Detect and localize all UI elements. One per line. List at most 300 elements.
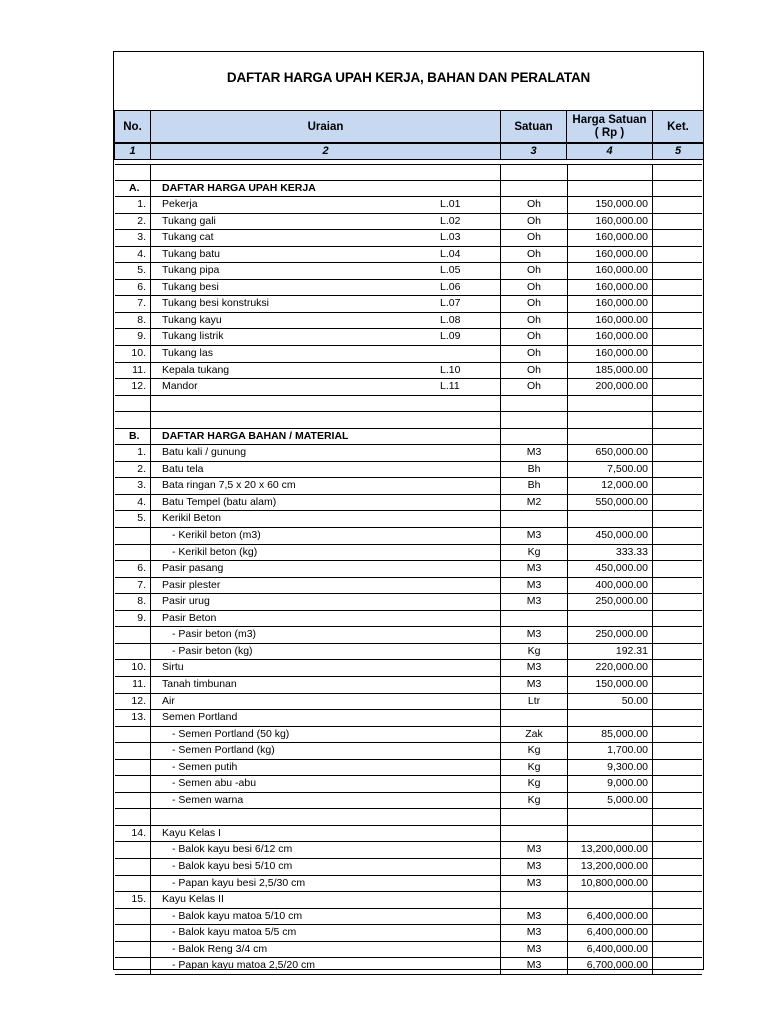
cell-satuan: M3 <box>501 594 568 610</box>
table-row <box>115 495 702 512</box>
cell-code: L.05 <box>440 264 461 277</box>
cell-satuan: M3 <box>501 528 568 544</box>
cell-satuan: Oh <box>501 313 568 329</box>
table-row <box>115 230 702 247</box>
cell-ket <box>653 561 702 577</box>
cell-uraian: Sirtu <box>151 660 501 676</box>
cell-no: 3. <box>115 478 151 494</box>
cell-harga: 13,200,000.00 <box>567 859 653 875</box>
table-row <box>115 925 702 942</box>
cell-uraian: - Kerikil beton (kg) <box>151 545 501 561</box>
cell-satuan: M2 <box>501 495 568 511</box>
cell-no: 9. <box>115 611 151 627</box>
cell-satuan: M3 <box>501 859 568 875</box>
table-row <box>115 329 702 346</box>
cell-no: 4. <box>115 495 151 511</box>
table-row <box>115 478 702 495</box>
table-body <box>115 164 702 975</box>
cell-satuan: Kg <box>501 760 568 776</box>
cell-code: L.01 <box>440 198 461 211</box>
cell-code: L.07 <box>440 297 461 310</box>
cell-no: 15. <box>115 892 151 908</box>
table-row <box>115 611 702 628</box>
cell-no <box>115 545 151 561</box>
cell-harga: 6,700,000.00 <box>567 958 653 974</box>
cell-ket <box>653 445 702 461</box>
cell-code: L.03 <box>440 231 461 244</box>
cell-ket <box>653 296 702 312</box>
cell-ket <box>653 462 702 478</box>
header-num-harga: 4 <box>566 143 653 160</box>
cell-code: L.02 <box>440 214 461 227</box>
cell-code: L.11 <box>440 380 460 393</box>
cell-ket <box>653 346 702 362</box>
cell-satuan: Bh <box>501 478 568 494</box>
header-num-no: 1 <box>114 143 151 160</box>
cell-uraian: - Semen warna <box>151 793 501 809</box>
cell-harga: 160,000.00 <box>567 247 653 263</box>
cell-uraian: - Balok kayu matoa 5/5 cm <box>151 925 501 941</box>
cell-no <box>115 396 151 412</box>
cell-satuan <box>501 826 568 842</box>
cell-ket <box>653 743 702 759</box>
header-satuan: Satuan <box>500 110 567 143</box>
cell-harga: 12,000.00 <box>567 478 653 494</box>
cell-ket <box>653 826 702 842</box>
cell-code: L.08 <box>440 313 461 326</box>
cell-no: 9. <box>115 329 151 345</box>
cell-harga: 250,000.00 <box>567 627 653 643</box>
cell-ket <box>653 197 702 213</box>
cell-no: 6. <box>115 280 151 296</box>
cell-uraian: Tukang listrik <box>151 329 501 345</box>
cell-uraian: Pasir pasang <box>151 561 501 577</box>
cell-harga <box>567 809 653 825</box>
cell-satuan: Oh <box>501 329 568 345</box>
cell-satuan: M3 <box>501 660 568 676</box>
cell-uraian: - Pasir beton (m3) <box>151 627 501 643</box>
table-row <box>115 859 702 876</box>
table-row <box>115 793 702 810</box>
cell-harga: 220,000.00 <box>567 660 653 676</box>
table-row <box>115 909 702 926</box>
cell-harga: 550,000.00 <box>567 495 653 511</box>
table-row <box>115 826 702 843</box>
cell-harga: 160,000.00 <box>567 329 653 345</box>
cell-satuan <box>501 429 568 445</box>
cell-uraian: Tanah timbunan <box>151 677 501 693</box>
cell-satuan: M3 <box>501 842 568 858</box>
header-no: No. <box>114 110 151 143</box>
cell-uraian: DAFTAR HARGA BAHAN / MATERIAL <box>151 429 501 445</box>
cell-satuan: Oh <box>501 296 568 312</box>
cell-ket <box>653 876 702 892</box>
cell-ket <box>653 363 702 379</box>
cell-uraian: Batu Tempel (batu alam) <box>151 495 501 511</box>
cell-harga <box>567 710 653 726</box>
cell-satuan <box>501 611 568 627</box>
cell-ket <box>653 181 702 197</box>
cell-ket <box>653 594 702 610</box>
cell-no <box>115 925 151 941</box>
cell-harga: 6,400,000.00 <box>567 925 653 941</box>
cell-uraian: - Balok kayu matoa 5/10 cm <box>151 909 501 925</box>
cell-uraian: Batu kali / gunung <box>151 445 501 461</box>
cell-harga: 160,000.00 <box>567 280 653 296</box>
cell-ket <box>653 412 702 428</box>
cell-ket <box>653 627 702 643</box>
table-row <box>115 561 702 578</box>
cell-no: 7. <box>115 296 151 312</box>
cell-uraian: Batu tela <box>151 462 501 478</box>
cell-ket <box>653 247 702 263</box>
header-num-satuan: 3 <box>500 143 567 160</box>
cell-satuan: M3 <box>501 627 568 643</box>
cell-ket <box>653 892 702 908</box>
cell-satuan: Oh <box>501 247 568 263</box>
blank-row <box>115 809 702 826</box>
cell-ket <box>653 379 702 395</box>
cell-satuan: Bh <box>501 462 568 478</box>
cell-uraian: - Balok kayu besi 5/10 cm <box>151 859 501 875</box>
cell-uraian: - Semen Portland (kg) <box>151 743 501 759</box>
table-row <box>115 247 702 264</box>
header-num-uraian: 2 <box>150 143 501 160</box>
cell-satuan: Oh <box>501 263 568 279</box>
cell-uraian: Pasir urug <box>151 594 501 610</box>
cell-ket <box>653 694 702 710</box>
cell-ket <box>653 611 702 627</box>
cell-satuan: M3 <box>501 925 568 941</box>
table-row <box>115 214 702 231</box>
cell-no: 4. <box>115 247 151 263</box>
cell-harga: 400,000.00 <box>567 578 653 594</box>
cell-harga: 333.33 <box>567 545 653 561</box>
cell-no: 7. <box>115 578 151 594</box>
cell-uraian: Kepala tukang <box>151 363 501 379</box>
table-row <box>115 958 702 975</box>
table-row <box>115 876 702 893</box>
cell-satuan: Oh <box>501 346 568 362</box>
cell-ket <box>653 727 702 743</box>
cell-harga: 13,200,000.00 <box>567 842 653 858</box>
table-row <box>115 511 702 528</box>
cell-no: 10. <box>115 346 151 362</box>
cell-uraian: Pasir Beton <box>151 611 501 627</box>
header-harga-unit: ( Rp ) <box>594 126 625 139</box>
cell-no <box>115 412 151 428</box>
cell-satuan: Kg <box>501 644 568 660</box>
cell-no: 12. <box>115 694 151 710</box>
cell-harga: 1,700.00 <box>567 743 653 759</box>
cell-uraian: Air <box>151 694 501 710</box>
cell-ket <box>653 165 702 180</box>
cell-uraian <box>151 396 501 412</box>
cell-no <box>115 859 151 875</box>
cell-satuan <box>501 710 568 726</box>
cell-ket <box>653 677 702 693</box>
table-row <box>115 313 702 330</box>
table-row <box>115 296 702 313</box>
cell-ket <box>653 313 702 329</box>
cell-ket <box>653 859 702 875</box>
cell-ket <box>653 644 702 660</box>
cell-ket <box>653 760 702 776</box>
cell-harga: 85,000.00 <box>567 727 653 743</box>
cell-no: 13. <box>115 710 151 726</box>
cell-harga <box>567 826 653 842</box>
cell-uraian <box>151 809 501 825</box>
cell-no: B. <box>115 429 151 445</box>
cell-satuan <box>501 412 568 428</box>
cell-ket <box>653 925 702 941</box>
cell-uraian: - Pasir beton (kg) <box>151 644 501 660</box>
cell-ket <box>653 660 702 676</box>
blank-row <box>115 396 702 413</box>
cell-satuan: Oh <box>501 197 568 213</box>
table-row <box>115 760 702 777</box>
cell-harga: 5,000.00 <box>567 793 653 809</box>
cell-uraian: Tukang besi <box>151 280 501 296</box>
cell-no: A. <box>115 181 151 197</box>
cell-harga: 160,000.00 <box>567 230 653 246</box>
cell-uraian <box>151 412 501 428</box>
cell-harga: 50.00 <box>567 694 653 710</box>
cell-ket <box>653 280 702 296</box>
price-list-sheet <box>113 51 704 970</box>
cell-satuan: M3 <box>501 445 568 461</box>
cell-uraian: Tukang las <box>151 346 501 362</box>
cell-ket <box>653 263 702 279</box>
table-row <box>115 594 702 611</box>
cell-harga: 160,000.00 <box>567 263 653 279</box>
cell-satuan <box>501 396 568 412</box>
cell-no <box>115 809 151 825</box>
cell-satuan: Ltr <box>501 694 568 710</box>
cell-code: L.06 <box>440 280 461 293</box>
cell-satuan: Kg <box>501 743 568 759</box>
cell-no: 14. <box>115 826 151 842</box>
cell-ket <box>653 545 702 561</box>
cell-satuan: Oh <box>501 280 568 296</box>
cell-no <box>115 776 151 792</box>
cell-uraian: - Balok kayu besi 6/12 cm <box>151 842 501 858</box>
cell-uraian: Mandor <box>151 379 501 395</box>
cell-satuan: Kg <box>501 793 568 809</box>
cell-harga: 250,000.00 <box>567 594 653 610</box>
section-row <box>115 429 702 446</box>
table-header <box>114 110 704 160</box>
cell-satuan: M3 <box>501 561 568 577</box>
header-ket: Ket. <box>652 110 704 143</box>
cell-no <box>115 842 151 858</box>
cell-uraian: Semen Portland <box>151 710 501 726</box>
cell-uraian: - Semen abu -abu <box>151 776 501 792</box>
cell-satuan: Oh <box>501 379 568 395</box>
cell-no: 1. <box>115 445 151 461</box>
cell-harga: 9,000.00 <box>567 776 653 792</box>
table-row <box>115 263 702 280</box>
cell-no: 11. <box>115 363 151 379</box>
cell-no: 1. <box>115 197 151 213</box>
cell-no <box>115 760 151 776</box>
cell-no: 12. <box>115 379 151 395</box>
cell-uraian: Kerikil Beton <box>151 511 501 527</box>
cell-no <box>115 644 151 660</box>
cell-satuan: M3 <box>501 958 568 974</box>
cell-ket <box>653 809 702 825</box>
cell-no: 2. <box>115 214 151 230</box>
cell-uraian: Tukang besi konstruksi <box>151 296 501 312</box>
cell-satuan: M3 <box>501 677 568 693</box>
table-row <box>115 379 702 396</box>
cell-ket <box>653 942 702 958</box>
table-row <box>115 545 702 562</box>
page-title: DAFTAR HARGA UPAH KERJA, BAHAN DAN PERALATAN <box>226 70 591 85</box>
blank-row <box>115 412 702 429</box>
cell-harga <box>567 412 653 428</box>
table-row <box>115 280 702 297</box>
table-row <box>115 710 702 727</box>
cell-harga: 450,000.00 <box>567 561 653 577</box>
cell-harga: 150,000.00 <box>567 197 653 213</box>
cell-harga: 6,400,000.00 <box>567 909 653 925</box>
cell-ket <box>653 710 702 726</box>
table-row <box>115 578 702 595</box>
header-harga-satuan <box>566 110 653 143</box>
header-harga-label: Harga Satuan <box>572 113 647 126</box>
cell-uraian: - Balok Reng 3/4 cm <box>151 942 501 958</box>
table-row <box>115 842 702 859</box>
header-num-ket: 5 <box>652 143 704 160</box>
cell-harga <box>567 181 653 197</box>
cell-ket <box>653 842 702 858</box>
cell-harga <box>567 511 653 527</box>
blank-row <box>115 164 702 181</box>
cell-uraian: - Kerikil beton (m3) <box>151 528 501 544</box>
cell-no: 3. <box>115 230 151 246</box>
table-row <box>115 677 702 694</box>
cell-harga: 450,000.00 <box>567 528 653 544</box>
table-row <box>115 776 702 793</box>
cell-no: 2. <box>115 462 151 478</box>
cell-no: 8. <box>115 594 151 610</box>
table-row <box>115 743 702 760</box>
cell-uraian: Bata ringan 7,5 x 20 x 60 cm <box>151 478 501 494</box>
cell-code: L.04 <box>440 247 461 260</box>
cell-no <box>115 743 151 759</box>
cell-harga: 6,400,000.00 <box>567 942 653 958</box>
cell-satuan: Kg <box>501 545 568 561</box>
cell-ket <box>653 511 702 527</box>
cell-harga <box>567 892 653 908</box>
cell-uraian: DAFTAR HARGA UPAH KERJA <box>151 181 501 197</box>
cell-harga: 185,000.00 <box>567 363 653 379</box>
cell-harga: 192.31 <box>567 644 653 660</box>
cell-uraian: Kayu Kelas I <box>151 826 501 842</box>
cell-code: L.09 <box>440 330 461 343</box>
cell-no <box>115 627 151 643</box>
cell-uraian: Tukang batu <box>151 247 501 263</box>
table-row <box>115 727 702 744</box>
cell-ket <box>653 793 702 809</box>
cell-harga: 160,000.00 <box>567 313 653 329</box>
cell-satuan: M3 <box>501 942 568 958</box>
cell-ket <box>653 776 702 792</box>
cell-satuan: Oh <box>501 363 568 379</box>
table-row <box>115 892 702 909</box>
cell-satuan: Oh <box>501 214 568 230</box>
cell-harga <box>567 429 653 445</box>
cell-harga: 200,000.00 <box>567 379 653 395</box>
table-row <box>115 660 702 677</box>
cell-uraian: Pasir plester <box>151 578 501 594</box>
cell-satuan: M3 <box>501 909 568 925</box>
cell-no <box>115 876 151 892</box>
cell-harga: 9,300.00 <box>567 760 653 776</box>
cell-satuan: M3 <box>501 876 568 892</box>
cell-no <box>115 793 151 809</box>
table-row <box>115 627 702 644</box>
cell-code: L.10 <box>440 363 461 376</box>
cell-harga: 650,000.00 <box>567 445 653 461</box>
cell-harga: 160,000.00 <box>567 346 653 362</box>
cell-harga: 150,000.00 <box>567 677 653 693</box>
cell-satuan <box>501 165 568 180</box>
cell-harga <box>567 611 653 627</box>
cell-no <box>115 942 151 958</box>
cell-no <box>115 165 151 180</box>
cell-ket <box>653 429 702 445</box>
cell-ket <box>653 230 702 246</box>
cell-satuan <box>501 181 568 197</box>
table-row <box>115 197 702 214</box>
cell-satuan: Oh <box>501 230 568 246</box>
cell-no: 8. <box>115 313 151 329</box>
cell-harga <box>567 396 653 412</box>
cell-ket <box>653 396 702 412</box>
cell-uraian: Tukang gali <box>151 214 501 230</box>
cell-harga: 160,000.00 <box>567 214 653 230</box>
cell-ket <box>653 578 702 594</box>
table-row <box>115 694 702 711</box>
cell-ket <box>653 329 702 345</box>
cell-uraian: Tukang cat <box>151 230 501 246</box>
header-uraian: Uraian <box>150 110 501 143</box>
cell-no <box>115 958 151 974</box>
cell-ket <box>653 495 702 511</box>
cell-no: 6. <box>115 561 151 577</box>
table-row <box>115 363 702 380</box>
cell-uraian: - Papan kayu besi 2,5/30 cm <box>151 876 501 892</box>
table-row <box>115 644 702 661</box>
cell-satuan <box>501 892 568 908</box>
cell-satuan <box>501 511 568 527</box>
cell-no <box>115 909 151 925</box>
cell-no: 5. <box>115 511 151 527</box>
table-row <box>115 942 702 959</box>
cell-ket <box>653 958 702 974</box>
cell-no: 10. <box>115 660 151 676</box>
table-row <box>115 346 702 363</box>
cell-ket <box>653 478 702 494</box>
cell-uraian: - Papan kayu matoa 2,5/20 cm <box>151 958 501 974</box>
cell-ket <box>653 214 702 230</box>
cell-no: 5. <box>115 263 151 279</box>
cell-uraian: Kayu Kelas II <box>151 892 501 908</box>
cell-uraian <box>151 165 501 180</box>
cell-harga: 7,500.00 <box>567 462 653 478</box>
